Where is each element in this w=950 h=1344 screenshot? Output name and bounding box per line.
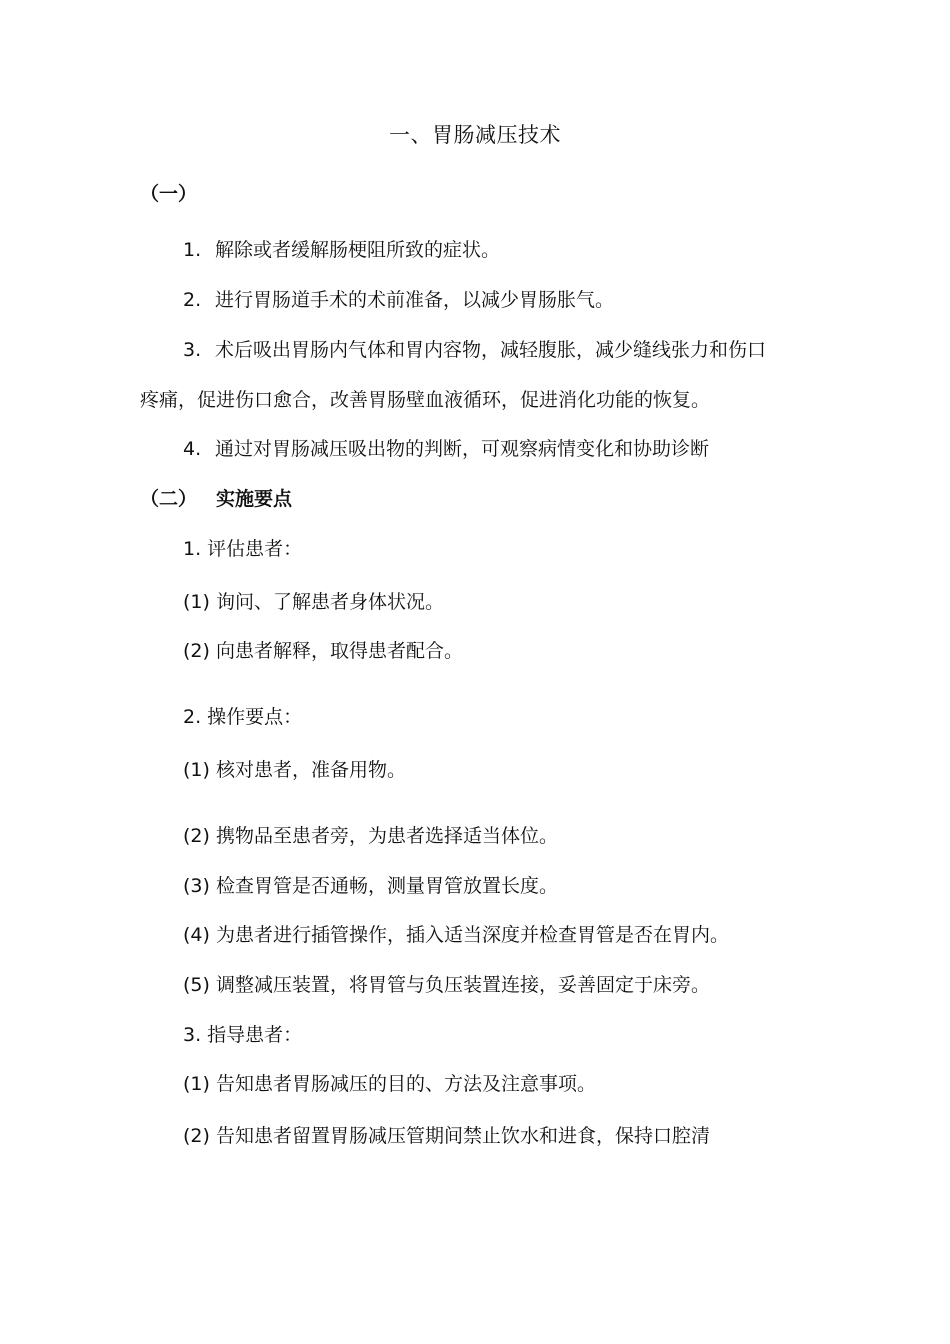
item-number: 3. xyxy=(183,339,202,361)
section-heading-1: （一） xyxy=(140,183,198,205)
sub-heading-operation: 2. 操作要点： xyxy=(183,706,303,728)
sub-heading-guide: 3. 指导患者： xyxy=(183,1024,303,1046)
item-number: 1. xyxy=(183,239,202,261)
item-number: 4. xyxy=(183,438,202,460)
sub-heading-assess: 1. 评估患者： xyxy=(183,538,303,560)
assess-item-1: (1) 询问、了解患者身体状况。 xyxy=(183,591,444,613)
item-text: 进行胃肠道手术的术前准备，以减少胃肠胀气。 xyxy=(215,289,615,311)
guide-item-1: (1) 告知患者胃肠减压的目的、方法及注意事项。 xyxy=(183,1073,596,1095)
section-number: （二） xyxy=(140,488,198,510)
operation-item-5: (5) 调整减压装置，将胃管与负压装置连接，妥善固定于床旁。 xyxy=(183,974,710,996)
item-text: 疼痛，促进伤口愈合，改善胃肠壁血液循环，促进消化功能的恢复。 xyxy=(140,389,711,411)
page-title: 一、胃肠减压技术 xyxy=(389,123,561,147)
operation-item-4: (4) 为患者进行插管操作，插入适当深度并检查胃管是否在胃内。 xyxy=(183,924,729,946)
assess-item-2: (2) 向患者解释，取得患者配合。 xyxy=(183,640,463,662)
operation-item-3: (3) 检查胃管是否通畅，测量胃管放置长度。 xyxy=(183,875,558,897)
purpose-item-4 xyxy=(183,436,709,462)
section-title: 实施要点 xyxy=(216,488,293,510)
purpose-item-3 xyxy=(183,337,766,363)
purpose-item-2 xyxy=(183,287,614,313)
operation-item-2: (2) 携物品至患者旁，为患者选择适当体位。 xyxy=(183,825,558,847)
item-text: 解除或者缓解肠梗阻所致的症状。 xyxy=(215,239,501,261)
section-heading-2 xyxy=(140,486,292,512)
purpose-item-1 xyxy=(183,237,500,263)
operation-item-1: (1) 核对患者，准备用物。 xyxy=(183,759,406,781)
item-text: 通过对胃肠减压吸出物的判断，可观察病情变化和协助诊断 xyxy=(215,438,710,460)
purpose-item-3-continued xyxy=(140,387,710,413)
item-number: 2. xyxy=(183,289,202,311)
guide-item-2: (2) 告知患者留置胃肠减压管期间禁止饮水和进食，保持口腔清 xyxy=(183,1125,710,1147)
item-text: 术后吸出胃肠内气体和胃内容物，减轻腹胀，减少缝线张力和伤口 xyxy=(215,339,767,361)
